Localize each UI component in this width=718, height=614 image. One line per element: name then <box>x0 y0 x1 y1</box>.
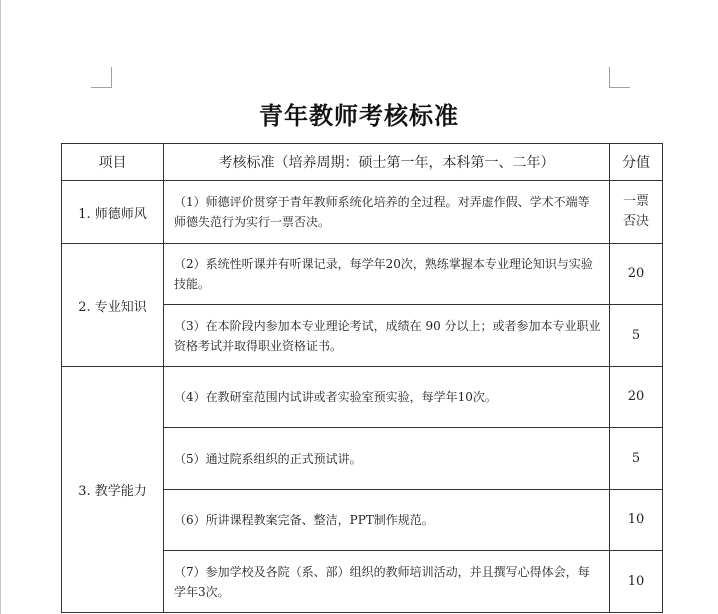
score-cell: 10 <box>610 490 663 551</box>
score-cell: 5 <box>610 428 663 490</box>
margin-corner-mark-right <box>609 67 630 88</box>
document-title: 青年教师考核标准 <box>259 102 459 130</box>
item-cell-ethics: 1. 师德师风 <box>62 181 164 244</box>
score-cell <box>610 181 663 244</box>
table-row <box>62 244 663 305</box>
criteria-cell: （6）所讲课程教案完备、整洁，PPT制作规范。 <box>164 490 610 551</box>
header-criteria: 考核标准（培养周期：硕士第一年，本科第一、二年） <box>164 144 610 181</box>
criteria-cell: （7）参加学校及各院（系、部）组织的教师培训活动，并且撰写心得体会，每学年3次。 <box>164 551 610 613</box>
table-row <box>62 181 663 244</box>
table-header-row <box>62 144 663 181</box>
table-row <box>62 367 663 428</box>
margin-corner-mark-left <box>91 67 112 88</box>
item-cell-knowledge: 2. 专业知识 <box>62 244 164 367</box>
header-score: 分值 <box>610 144 663 181</box>
score-cell: 20 <box>610 244 663 305</box>
criteria-cell: （1）师德评价贯穿于青年教师系统化培养的全过程。对弄虚作假、学术不端等师德失范行为实行一票否决。 <box>164 181 610 244</box>
assessment-table <box>61 143 663 613</box>
score-cell: 10 <box>610 551 663 613</box>
page-left-edge <box>0 0 1 614</box>
header-item: 项目 <box>62 144 164 181</box>
score-cell: 5 <box>610 305 663 367</box>
score-cell: 20 <box>610 367 663 428</box>
criteria-cell: （4）在教研室范围内试讲或者实验室预实验，每学年10次。 <box>164 367 610 428</box>
item-cell-teaching: 3. 教学能力 <box>62 367 164 613</box>
criteria-cell: （3）在本阶段内参加本专业理论考试，成绩在 90 分以上；或者参加本专业职业资格考试并取得职业资格证书。 <box>164 305 610 367</box>
criteria-cell: （5）通过院系组织的正式预试讲。 <box>164 428 610 490</box>
criteria-cell: （2）系统性听课并有听课记录，每学年20次，熟练掌握本专业理论知识与实验技能。 <box>164 244 610 305</box>
score-value: 一票否决 <box>622 194 649 229</box>
